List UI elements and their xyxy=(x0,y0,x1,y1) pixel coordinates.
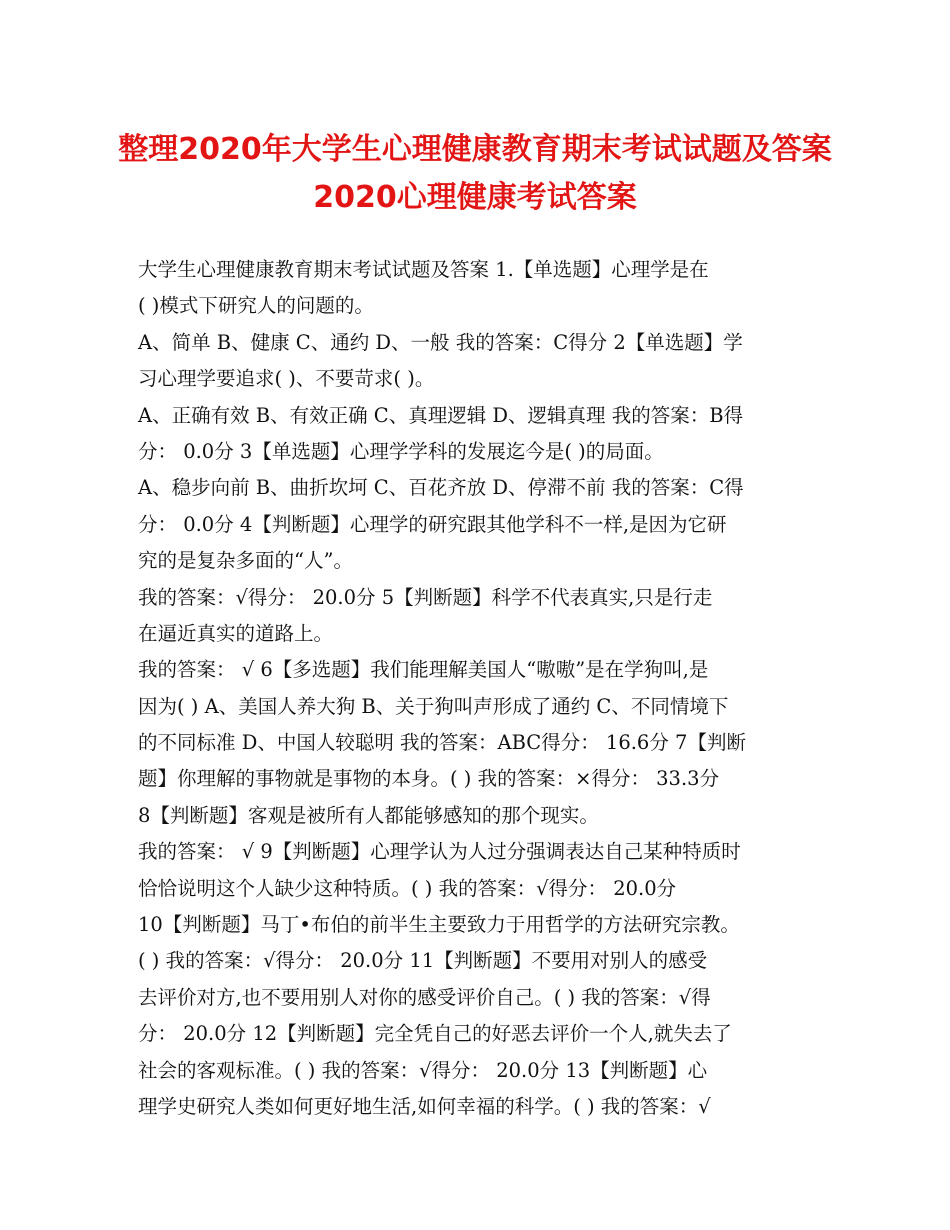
body-text-line: 我的答案： √ 9【判断题】心理学认为人过分强调表达自己某种特质时 xyxy=(138,840,741,864)
body-text-line: 8【判断题】客观是被所有人都能够感知的那个现实。 xyxy=(138,803,599,827)
body-text-line: A、正确有效 B、有效正确 C、真理逻辑 D、逻辑真理 我的答案：B得 xyxy=(138,403,744,427)
body-text-line: 分： 20.0分 12【判断题】完全凭自己的好恶去评价一个人,就失去了 xyxy=(138,1022,732,1046)
body-text-line: 习心理学要追求( )、不要苛求( )。 xyxy=(138,367,435,391)
body-text-line: 在逼近真实的道路上。 xyxy=(138,621,334,645)
body-text-line: A、稳步向前 B、曲折坎坷 C、百花齐放 D、停滞不前 我的答案：C得 xyxy=(138,476,744,500)
body-text-line: 我的答案：√得分： 20.0分 5【判断题】科学不代表真实,只是行走 xyxy=(138,585,713,609)
body-text-line: 究的是复杂多面的“人”。 xyxy=(138,549,353,573)
body-text-line: 的不同标准 D、中国人较聪明 我的答案：ABC得分： 16.6分 7【判断 xyxy=(138,731,746,755)
body-text-line: 社会的客观标准。( ) 我的答案：√得分： 20.0分 13【判断题】心 xyxy=(138,1058,708,1082)
body-text-line: 去评价对方,也不要用别人对你的感受评价自己。( ) 我的答案：√得 xyxy=(138,985,711,1009)
body-text-line: 10【判断题】马丁•布伯的前半生主要致力于用哲学的方法研究宗教。 xyxy=(138,913,740,937)
body-text-line: 恰恰说明这个人缺少这种特质。( ) 我的答案：√得分： 20.0分 xyxy=(138,876,677,900)
document-body xyxy=(138,252,818,1125)
body-text-line: A、简单 B、健康 C、通约 D、一般 我的答案：C得分 2【单选题】学 xyxy=(138,330,743,354)
document-title: 整理2020年大学生心理健康教育期末考试试题及答案 xyxy=(118,132,832,167)
body-text-line: 因为( ) A、美国人养大狗 B、关于狗叫声形成了通约 C、不同情境下 xyxy=(138,694,729,718)
body-text-line: 我的答案： √ 6【多选题】我们能理解美国人“嗷嗷”是在学狗叫,是 xyxy=(138,658,709,682)
body-text-line: ( ) 我的答案：√得分： 20.0分 11【判断题】不要用对别人的感受 xyxy=(138,949,708,973)
body-text-line: ( )模式下研究人的问题的。 xyxy=(138,294,374,318)
body-text-line: 大学生心理健康教育期末考试试题及答案 1.【单选题】心理学是在 xyxy=(138,258,709,281)
body-text-line: 分： 0.0分 3【单选题】心理学学科的发展迄今是( )的局面。 xyxy=(138,439,664,463)
body-text-line: 题】你理解的事物就是事物的本身。( ) 我的答案：×得分： 33.3分 xyxy=(138,767,720,791)
body-text-line: 理学史研究人类如何更好地生活,如何幸福的科学。( ) 我的答案：√ xyxy=(138,1094,711,1118)
body-text-line: 分： 0.0分 4【判断题】心理学的研究跟其他学科不一样,是因为它研 xyxy=(138,512,727,536)
document-subtitle: 2020心理健康考试答案 xyxy=(313,180,637,215)
